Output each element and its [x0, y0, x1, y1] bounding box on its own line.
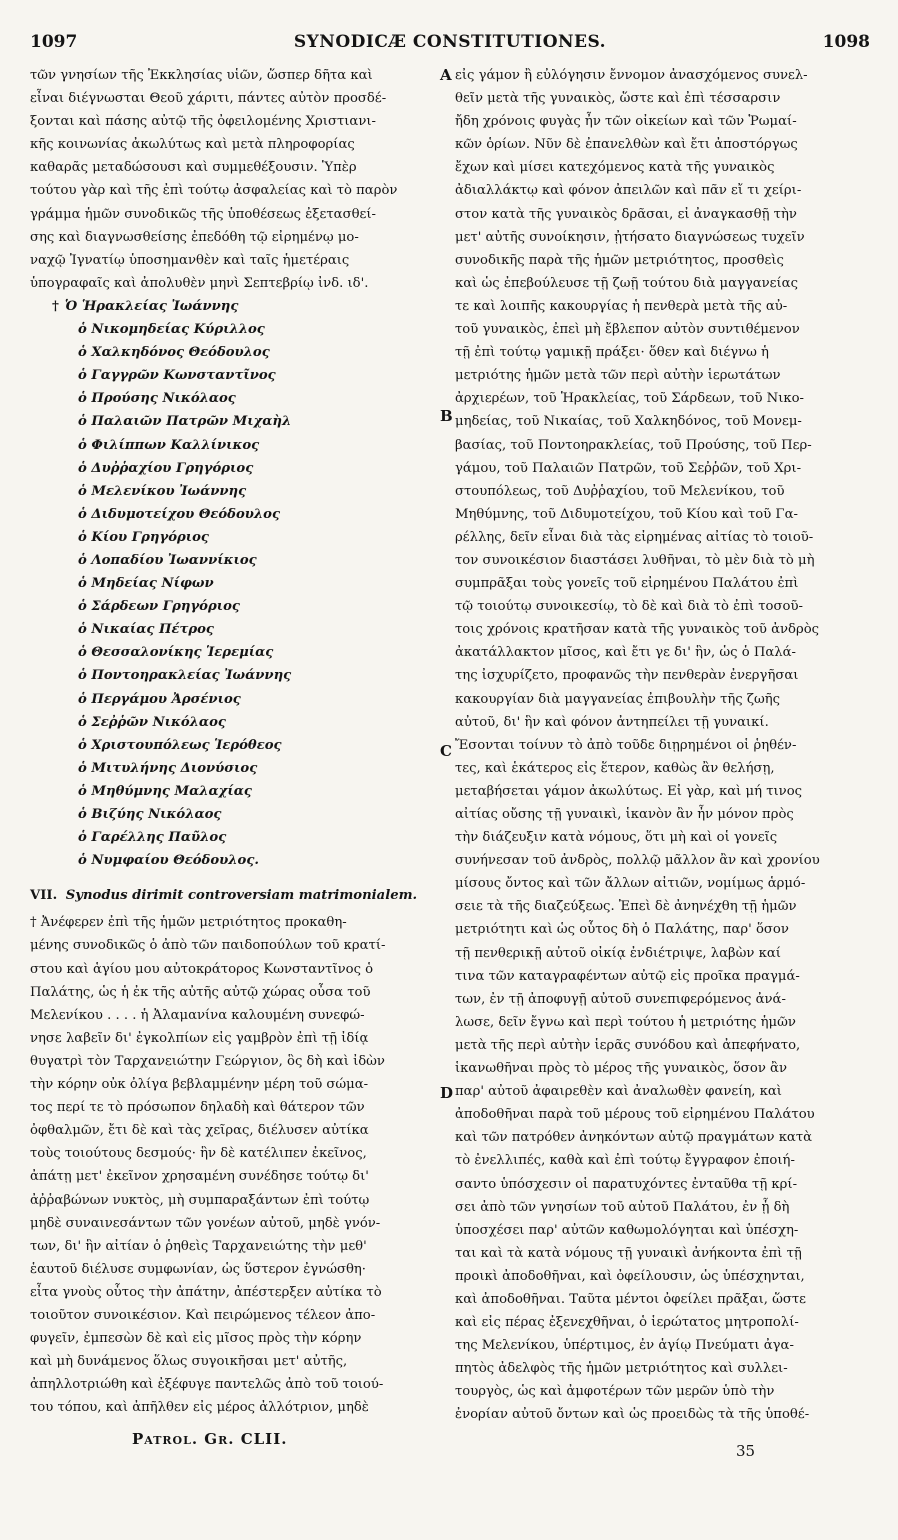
section-title: Synodus dirimit controversiam matrimonialem. — [65, 888, 418, 904]
signature-name: ὁ Μιτυλήνης Διονύσιος — [78, 760, 258, 776]
text-line: σει ἀπὸ τῶν γνησίων τοῦ αὐτοῦ Παλάτου, ἐν ᾗ δὴ — [455, 1199, 790, 1215]
signature-line — [30, 364, 432, 387]
signature-line — [30, 341, 432, 364]
text-line: θεῖν μετὰ τῆς γυναικὸς, ὥστε καὶ ἐπὶ τέσσαρσιν — [455, 91, 781, 107]
signature-name: ὁ Νικαίας Πέτρος — [78, 622, 214, 638]
signature-line — [30, 549, 432, 572]
text-line: ρέλλης, δεῖν εἶναι διὰ τὰς εἰρημένας αἰτίας τὸ τοιοῦ- — [455, 529, 814, 545]
intro-paragraph — [30, 64, 432, 295]
text-line: παρ' αὐτοῦ ἀφαιρεθὲν καὶ ἀναλωθὲν φανείη, καὶ — [455, 1084, 782, 1100]
text-line: σειε τὰ τῆς διαζεύξεως. Ἐπεὶ δὲ ἀνηνέχθη τῇ ἡμῶν — [455, 899, 797, 915]
signature-line — [30, 457, 432, 480]
text-line: τοις χρόνοις κρατῆσαν κατὰ τῆς γυναικὸς τοῦ ἀνδρὸς — [455, 622, 820, 638]
text-line: ὀφθαλμῶν, ἔτι δὲ καὶ τὰς χεῖρας, διέλυσεν αὐτίκα — [30, 1123, 369, 1139]
text-line: μετ' αὐτῆς συνοίκησιν, ᾐτήσατο διαγνώσεως τυχεῖν — [455, 229, 805, 245]
text-line: πητὸς ἀδελφὸς τῆς ἡμῶν μετριότητος καὶ συλλει- — [455, 1361, 788, 1377]
signature-line — [30, 526, 432, 549]
signature-name: ὁ Νυμφαίου Θεόδουλος. — [78, 853, 259, 869]
signature-name: ὁ Γαγγρῶν Κωνσταντῖνος — [78, 368, 276, 384]
signature-line — [30, 757, 432, 780]
signature-line — [30, 480, 432, 503]
text-line: ἀπάτῃ μετ' ἐκεῖνον χρησαμένη συνέδησε τούτῳ δι' — [30, 1169, 369, 1185]
signature-name: ὁ Κίου Γρηγόριος — [78, 529, 209, 545]
signature-name: ὁ Διδυμοτείχου Θεόδουλος — [78, 506, 280, 522]
text-line: μετριότης ἡμῶν μετὰ τῶν περὶ αὐτὴν ἱερωτάτων — [455, 368, 781, 384]
text-line: μένης συνοδικῶς ὁ ἀπὸ τῶν παιδοπούλων τοῦ κρατί- — [30, 938, 386, 954]
text-line: τουργὸς, ὡς καὶ ἀμφοτέρων τῶν μερῶν ὑπὸ τὴν — [455, 1384, 775, 1400]
signature-name: ὁ Δυῤῥαχίου Γρηγόριος — [78, 460, 254, 476]
signature-name: ὁ Παλαιῶν Πατρῶν Μιχαὴλ — [78, 414, 292, 430]
text-line: στου καὶ ἁγίου μου αὐτοκράτορος Κωνσταντῖνος ὁ — [30, 961, 374, 977]
signature-name: ὁ Νικομηδείας Κύριλλος — [78, 322, 265, 338]
text-line: λωσε, δεῖν ἔγνω καὶ περὶ τούτου ἡ μετριότης ἡμῶν — [455, 1014, 796, 1030]
text-line: τὸ ἐνελλιπές, καθὰ καὶ ἐπὶ τούτῳ ἔγγραφον ἐποιή- — [455, 1153, 795, 1169]
text-line: μίσους ὄντος καὶ τῶν ἄλλων αἰτιῶν, νομίμως ἁρμό- — [455, 876, 806, 892]
text-line: Παλάτης, ὡς ἡ ἐκ τῆς αὐτῆς αὐτῷ χώρας οὖσα τοῦ — [30, 984, 371, 1000]
text-line: νησε λαβεῖν δι' ἐγκολπίων εἰς γαμβρὸν ἐπὶ τῇ ἰδίᾳ — [30, 1030, 369, 1046]
text-line: καὶ τῶν πατρόθεν ἀνηκόντων αὐτῷ πραγμάτων κατὰ — [455, 1130, 813, 1146]
text-line: τούτου γὰρ καὶ τῆς ἐπὶ τούτῳ ἀσφαλείας καὶ τὸ παρὸν — [30, 183, 398, 199]
text-line: προικὶ ἀποδοθῆναι, καὶ ὀφείλουσιν, ὡς ὑπέσχηνται, — [455, 1268, 805, 1284]
margin-letter-d: D — [440, 1084, 454, 1102]
text-line: τῇ πενθερικῇ αὐτοῦ οἰκίᾳ ἐνδιέτριψε, λαβὼν καί — [455, 945, 781, 961]
text-line: τον συνοικέσιον διαστάσει λυθῆναι, τὸ μὲν διὰ τὸ μὴ — [455, 552, 815, 568]
text-line: καὶ εἰς πέρας ἐξενεχθῆναι, ὁ ἱερώτατος μητροπολί- — [455, 1315, 799, 1331]
text-line: Ἔσονται τοίνυν τὸ ἀπὸ τοῦδε διῃρημένοι οἱ ῥηθέν- — [455, 737, 797, 753]
text-line: καὶ ὡς ἐπεβούλευσε τῇ ζωῇ τούτου διὰ μαγγανείας — [455, 275, 798, 291]
signature-line — [30, 711, 432, 734]
signature-line — [30, 595, 432, 618]
text-line: τὴν κόρην οὐκ ὀλίγα βεβλαμμένην μέρη τοῦ σώμα- — [30, 1077, 369, 1093]
text-line: ἀκατάλλακτον μῖσος, καὶ ἔτι γε δι' ἣν, ὡς ὁ Παλά- — [455, 645, 796, 661]
text-line: συνοδικῆς παρὰ τῆς ἡμῶν μετριότητος, προσθεὶς — [455, 252, 784, 268]
signature-name: ὁ Προύσης Νικόλαος — [78, 391, 236, 407]
text-line: στουπόλεως, τοῦ Δυῤῥαχίου, τοῦ Μελενίκου, τοῦ — [455, 483, 785, 499]
text-line: κῆς κοινωνίας ἀκωλύτως καὶ μετὰ πληροφορίας — [30, 137, 355, 153]
text-line: ἀρχιερέων, τοῦ Ἡρακλείας, τοῦ Σάρδεων, τοῦ Νικο- — [455, 391, 804, 407]
text-line: τοιοῦτον συνοικέσιον. Καὶ πειρώμενος τέλεον ἀπο- — [30, 1307, 376, 1323]
text-line: τος περί τε τὸ πρόσωπον δηλαδὴ καὶ θάτερον τῶν — [30, 1100, 365, 1116]
signature-name: ὁ Χριστουπόλεως Ἱερόθεος — [78, 737, 282, 753]
text-line: καὶ ἀποδοθῆναι. Ταῦτα μέντοι ὀφείλει πρᾶξαι, ὥστε — [455, 1291, 807, 1307]
text-line: κακουργίαν διὰ μαγγανείας ἐπιβουλὴν τῆς ζωῆς — [455, 691, 781, 707]
signature-name: ὁ Γαρέλλης Παῦλος — [78, 830, 227, 846]
text-line: στον κατὰ τῆς γυναικὸς δρᾶσαι, εἰ ἀναγκασθῇ τὴν — [455, 206, 797, 222]
text-line: τοῦ γυναικὸς, ἐπεὶ μὴ ἔβλεπον αὐτὸν συντιθέμενον — [455, 322, 800, 338]
signature-line — [30, 434, 432, 457]
text-line: ξονται καὶ πάσης αὐτῷ τῆς ὀφειλομένης Χριστιανι- — [30, 114, 376, 130]
text-line: φυγεῖν, ἐμπεσὼν δὲ καὶ εἰς μῖσος πρὸς τὴν κόρην — [30, 1331, 362, 1347]
footer-source: Patrol. Gr. CLII. — [132, 1430, 288, 1448]
signature-line — [30, 318, 432, 341]
left-page-number: 1097 — [30, 32, 78, 52]
text-line: θυγατρὶ τὸν Ταρχανειώτην Γεώργιον, ὃς δὴ καὶ ἰδὼν — [30, 1053, 385, 1069]
text-line: ἀῤῥαβώνων νυκτὸς, μὴ συμπαραξάντων ἐπὶ τούτῳ — [30, 1192, 370, 1208]
text-line: εἰς γάμον ἢ εὐλόγησιν ἔννομον ἀνασχόμενος συνελ- — [455, 68, 808, 83]
text-line: ἀδιαλλάκτῳ καὶ φόνον ἀπειλῶν καὶ πᾶν εἴ τι χείρι- — [455, 183, 802, 199]
text-line: μετριότητι καὶ ὡς οὗτος δὴ ὁ Παλάτης, παρ' ὅσον — [455, 922, 789, 938]
text-line: καθαρᾶς μεταδώσουσι καὶ συμμεθέξουσιν. Ὑπὲρ — [30, 160, 357, 176]
signature-name: ὁ Χαλκηδόνος Θεόδουλος — [78, 345, 270, 361]
signature-name: ὁ Περγάμου Ἀρσένιος — [78, 691, 241, 707]
text-line: ὑποσχέσει παρ' αὐτῶν καθωμολόγηται καὶ ὑπέσχη- — [455, 1222, 799, 1238]
text-line: ναχῷ Ἰγνατίῳ ὑποσημανθὲν καὶ ταῖς ἡμετέραις — [30, 252, 350, 268]
text-line: βασίας, τοῦ Ποντοηρακλείας, τοῦ Προύσης, τοῦ Περ- — [455, 437, 812, 453]
text-line: σης καὶ διαγνωσθείσης ἐπεδόθη τῷ εἰρημένῳ μο- — [30, 229, 359, 245]
signature-name: ὁ Μηθύμνης Μαλαχίας — [78, 783, 252, 799]
signature-name: ὁ Βιζύης Νικόλαος — [78, 807, 222, 822]
margin-letter-c: C — [440, 742, 452, 760]
margin-letter-b: B — [440, 407, 453, 425]
dagger-mark: † — [52, 298, 59, 314]
text-line: τε καὶ λοιπῆς κακουργίας ἡ πενθερὰ μετὰ τῆς αὐ- — [455, 298, 788, 314]
text-line: εἶναι διέγνωσται Θεοῦ χάριτι, πάντες αὐτὸν προσδέ- — [30, 91, 387, 107]
margin-letter-a: A — [440, 66, 452, 84]
signature-list — [30, 295, 432, 872]
text-line: ἔχων καὶ μίσει κατεχόμενος κατὰ τῆς γυναικὸς — [455, 160, 775, 176]
signature-line — [30, 780, 432, 803]
text-line: γάμου, τοῦ Παλαιῶν Πατρῶν, τοῦ Σεῤῥῶν, τοῦ Χρι- — [455, 460, 802, 476]
text-line: τῶν γνησίων τῆς Ἐκκλησίας υἱῶν, ὥσπερ δῆτα καὶ — [30, 68, 373, 83]
text-line: τοὺς τοιούτους δεσμούς· ἣν δὲ κατέλιπεν ἐκεῖνος, — [30, 1146, 367, 1162]
signature-line — [30, 572, 432, 595]
text-line: ται καὶ τὰ κατὰ νόμους τῇ γυναικὶ ἀνήκοντα ἐπὶ τῇ — [455, 1245, 802, 1261]
text-line: των, δι' ἣν αἰτίαν ὁ ῥηθεὶς Ταρχανειώτης τὴν μεθ' — [30, 1238, 367, 1254]
text-line: της ἰσχυρίζετο, προφανῶς τὴν πενθερὰν ἐνεργῆσαι — [455, 668, 799, 684]
signature-line — [30, 688, 432, 711]
text-line: ἀπηλλοτριώθη καὶ ἐξέφυγε παντελῶς ἀπὸ τοῦ τοιού- — [30, 1377, 384, 1393]
text-line: συνήνεσαν τοῦ ἀνδρὸς, πολλῷ μᾶλλον ἂν καὶ χρονίου — [455, 853, 820, 869]
signature-name: ὁ Φιλίππων Καλλίνικος — [78, 437, 260, 453]
running-title: SYNODICÆ CONSTITUTIONES. — [293, 32, 607, 52]
right-page-number: 1098 — [822, 32, 870, 52]
text-line: † Ἀνέφερεν ἐπὶ τῆς ἡμῶν μετριότητος προκαθη- — [30, 915, 347, 931]
signature-line — [30, 803, 432, 826]
text-line: μετὰ τῆς περὶ αὐτὴν ἱερᾶς συνόδου καὶ ἀπεφήνατο, — [455, 1037, 801, 1053]
text-line: μηδὲ συναινεσάντων τῶν γονέων αὐτοῦ, μηδὲ γνόν- — [30, 1215, 381, 1231]
signature-line — [30, 641, 432, 664]
text-line: Μελενίκου . . . . ἡ Ἀλαμανίνα καλουμένη συνεφώ- — [30, 1007, 365, 1023]
signature-name: Ὁ Ἡρακλείας Ἰωάννης — [64, 298, 239, 314]
text-line: τῇ ἐπὶ τούτῳ γαμικῇ πράξει· ὅθεν καὶ διέγνω ἡ — [455, 345, 769, 361]
signature-name: ὁ Μηδείας Νίφων — [78, 576, 214, 592]
text-line: των, ἐν τῇ ἀποφυγῇ αὐτοῦ συνεπιφερόμενος ἀνά- — [455, 991, 786, 1007]
text-line: τες, καὶ ἑκάτερος εἰς ἕτερον, καθὼς ἂν θελήσῃ, — [455, 760, 775, 776]
text-line: αἰτίας οὔσης τῇ γυναικὶ, ἱκανὸν ἂν ἦν μόνον πρὸς — [455, 807, 794, 822]
footer-signature-number: 35 — [736, 1442, 756, 1460]
signature-name: ὁ Σάρδεων Γρηγόριος — [78, 599, 240, 615]
page-header — [30, 32, 870, 58]
text-line: ὑπογραφαῖς καὶ ἀπολυθὲν μηνὶ Σεπτεβρίῳ ἰνδ. ιδ'. — [30, 275, 369, 291]
signature-line — [30, 295, 432, 318]
text-line: κῶν ὁρίων. Νῦν δὲ ἐπανελθὼν καὶ ἔτι ἀποστόργως — [455, 137, 798, 153]
text-line: εἶτα γνοὺς οὗτος τὴν ἀπάτην, ἀπέστερξεν αὐτίκα τὸ — [30, 1284, 382, 1300]
text-line: ἤδη χρόνοις φυγὰς ἦν τῶν οἰκείων καὶ τῶν Ῥωμαί- — [455, 114, 797, 130]
text-line: τὴν διάζευξιν κατὰ νόμους, ὅτι μὴ καὶ οἱ γονεῖς — [455, 830, 778, 846]
signature-name: ὁ Σεῤῥῶν Νικόλαος — [78, 714, 226, 730]
left-column — [30, 64, 432, 1419]
text-line: ἱκανωθῆναι πρὸς τὸ μέρος τῆς γυναικὸς, ὅσον ἂν — [455, 1061, 787, 1077]
text-line: τινα τῶν καταγραφέντων αὐτῷ εἰς προῖκα πραγμά- — [455, 968, 800, 984]
text-line: γράμμα ἡμῶν συνοδικῶς τῆς ὑποθέσεως ἐξετασθεί- — [30, 206, 376, 222]
signature-line — [30, 410, 432, 433]
signature-name: ὁ Μελενίκου Ἰωάννης — [78, 483, 247, 499]
text-line: μηδείας, τοῦ Νικαίας, τοῦ Χαλκηδόνος, τοῦ Μονεμ- — [455, 414, 802, 430]
text-line: μεταβήσεται γάμον ἀκωλύτως. Εἰ γὰρ, καὶ μή τινος — [455, 783, 803, 799]
text-line: Μηθύμνης, τοῦ Διδυμοτείχου, τοῦ Κίου καὶ τοῦ Γα- — [455, 506, 798, 522]
text-line: αὐτοῦ, δι' ἣν καὶ φόνον ἀντηπείλει τῇ γυναικί. — [455, 714, 769, 730]
section-paragraph — [30, 911, 432, 1419]
section-number: VII. — [30, 888, 58, 904]
signature-line — [30, 664, 432, 687]
signature-line — [30, 826, 432, 849]
signature-line — [30, 734, 432, 757]
text-line: ἀποδοθῆναι παρὰ τοῦ μέρους τοῦ εἰρημένου Παλάτου — [455, 1107, 815, 1123]
text-line: ἐνορίαν αὐτοῦ ὄντων καὶ ὡς προειδὼς τὰ τῆς ὑποθέ- — [455, 1407, 810, 1423]
signature-line — [30, 618, 432, 641]
right-column — [455, 64, 860, 1427]
right-paragraph — [455, 64, 860, 1427]
signature-line — [30, 387, 432, 410]
signature-name: ὁ Λοπαδίου Ἰωαννίκιος — [78, 552, 257, 568]
text-line: τῷ τοιούτῳ συνοικεσίῳ, τὸ δὲ καὶ διὰ τὸ ἐπὶ τοσοῦ- — [455, 599, 803, 615]
text-line: της Μελενίκου, ὑπέρτιμος, ἐν ἁγίῳ Πνεύματι ἀγα- — [455, 1338, 794, 1354]
text-line: συμπρᾶξαι τοὺς γονεῖς τοῦ εἰρημένου Παλάτου ἐπὶ — [455, 576, 799, 592]
signature-line — [30, 503, 432, 526]
section-heading — [30, 884, 432, 907]
text-line: του τόπου, καὶ ἀπῆλθεν εἰς μέρος ἀλλότριον, μηδὲ — [30, 1400, 369, 1416]
text-line: καὶ μὴ δυνάμενος ὅλως συγοικῆσαι μετ' αὐτῆς, — [30, 1354, 348, 1370]
signature-line — [30, 849, 432, 872]
text-line: ἑαυτοῦ διέλυσε συμφωνίαν, ὡς ὕστερον ἐγνώσθη· — [30, 1261, 366, 1277]
signature-name: ὁ Θεσσαλονίκης Ἱερεμίας — [78, 645, 274, 661]
signature-name: ὁ Ποντοηρακλείας Ἰωάννης — [78, 668, 292, 684]
text-line: σαντο ὑπόσχεσιν οἱ παρατυχόντες ἐνταῦθα τῇ κρί- — [455, 1176, 798, 1192]
